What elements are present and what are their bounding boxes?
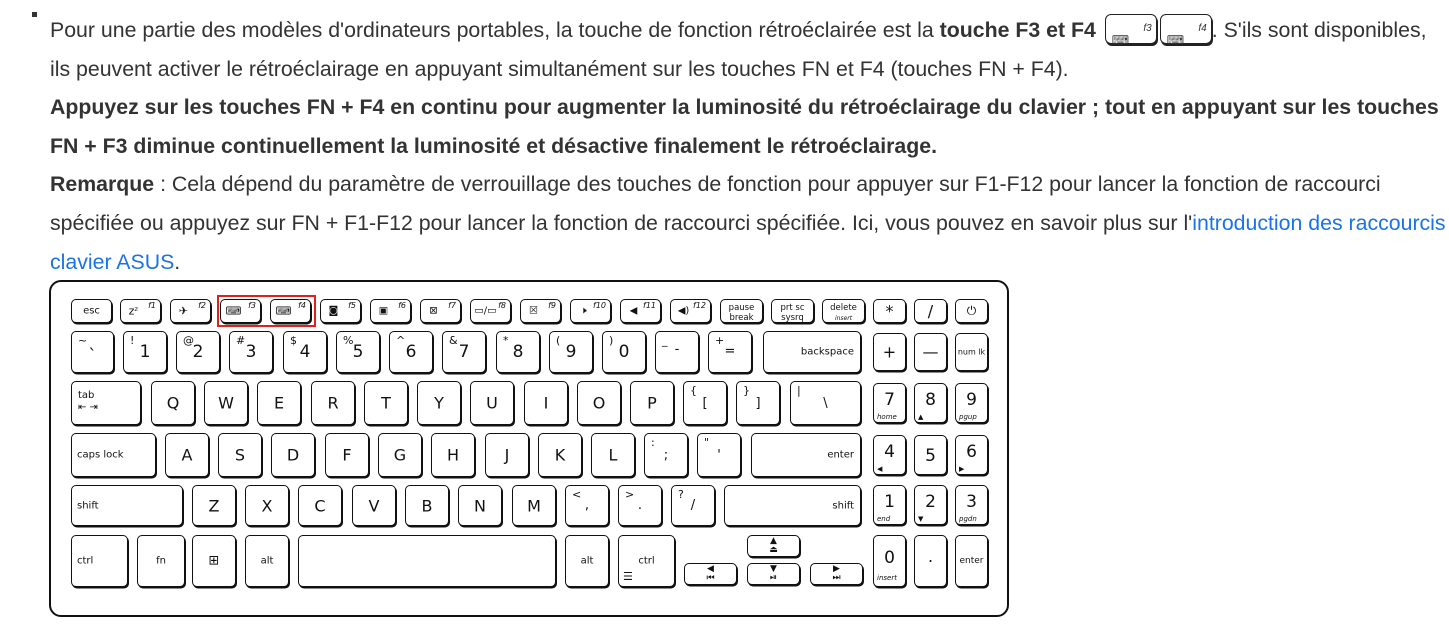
key-comma: < , [565, 485, 609, 526]
key-i: I [524, 381, 568, 425]
windows-icon: ⊞ [208, 553, 220, 569]
key-d: D [271, 433, 315, 477]
key-8: * 8 [496, 331, 540, 373]
article-text [50, 11, 1449, 281]
key-r: R [311, 381, 355, 425]
key-y: Y [417, 381, 461, 425]
key-right-ctrl: ctrl ☰ [618, 535, 675, 587]
key-num-6: 6 ▶ [955, 435, 988, 475]
list-bullet [32, 12, 37, 17]
arrow-left-home-icon: ◀ ⏮ [706, 564, 715, 583]
key-period: > . [618, 485, 662, 526]
key-f4: ⌨ f4 [270, 299, 311, 323]
keyboard-backlight-down-icon: ⌨ [225, 304, 242, 318]
key-v: V [352, 485, 396, 526]
volume-up-icon: ◀) [677, 305, 690, 317]
inline-f3-label: f3 [1143, 23, 1152, 34]
arrow-up-icon: ▲ [918, 413, 924, 421]
f3-f4-highlight [217, 295, 316, 327]
key-n: N [458, 485, 502, 526]
key-backtick: ~ ` [71, 331, 114, 373]
key-num-star: * [873, 299, 906, 323]
key-num-enter: enter [955, 535, 988, 587]
key-num-1: 1 end [873, 485, 906, 525]
paragraph-f3-f4 [50, 11, 1449, 88]
key-t: T [364, 381, 408, 425]
key-semicolon: : ; [644, 433, 688, 477]
key-caps-lock: caps lock [71, 433, 156, 477]
key-arrow-right [810, 563, 863, 585]
key-e: E [257, 381, 301, 425]
key-g: G [378, 433, 422, 477]
keyboard-backlight-down-icon: ⌨ [1111, 33, 1130, 47]
key-num-4: 4 ◀ [873, 435, 906, 475]
key-f10: 🕨 f10 [570, 299, 611, 323]
key-num-0: 0 insert [873, 535, 906, 587]
key-h: H [431, 433, 475, 477]
key-9: ( 9 [549, 331, 593, 373]
arrow-up-play-icon: ▲ ⏏ [769, 536, 778, 555]
brightness-down-icon: ▣ [378, 305, 389, 317]
key-num-2: 2 ▼ [914, 485, 947, 525]
key-num-3: 3 pgdn [955, 485, 988, 525]
key-f9: ☒ f9 [520, 299, 561, 323]
key-0: ) 0 [602, 331, 646, 373]
key-3: # 3 [229, 331, 273, 373]
key-w: W [204, 381, 248, 425]
key-2: @ 2 [176, 331, 220, 373]
key-fn: fn [137, 535, 185, 587]
key-f2: ✈ f2 [170, 299, 211, 323]
power-icon: ⏻ [966, 303, 977, 318]
key-f5: ◙ f5 [320, 299, 361, 323]
key-right-bracket: } ] [736, 381, 780, 425]
key-backspace: backspace [763, 331, 861, 373]
key-num-minus: — [914, 333, 947, 371]
touchpad-icon: ☒ [529, 305, 538, 317]
key-num-slash: / [914, 299, 947, 323]
key-backslash: | \ [790, 381, 861, 425]
key-slash: ? / [671, 485, 715, 526]
key-pause: pause break [720, 299, 763, 323]
key-f6: ▣ f6 [370, 299, 411, 323]
text-intro: Pour une partie des modèles d'ordinateurs portables, la touche de fonction rétroéclairée est la [50, 18, 940, 42]
key-left-shift: shift [71, 485, 183, 526]
key-space [298, 535, 556, 587]
key-5: % 5 [336, 331, 380, 373]
key-right-alt: alt [565, 535, 609, 587]
key-quote: " ' [697, 433, 741, 477]
key-left-bracket: { [ [683, 381, 727, 425]
key-minus: _ - [655, 331, 699, 373]
key-num-lock: num lk [955, 333, 988, 371]
mute-icon: 🕨 [580, 305, 587, 317]
arrow-left-icon: ◀ [877, 465, 883, 473]
paragraph-remark [50, 165, 1449, 281]
brightness-up-icon: ⊠ [429, 305, 438, 317]
key-power [955, 299, 988, 323]
key-j: J [485, 433, 529, 477]
key-windows [192, 535, 236, 587]
key-left-ctrl: ctrl [71, 535, 128, 587]
key-equals: + = [708, 331, 752, 373]
key-q: Q [151, 381, 195, 425]
key-7: & 7 [442, 331, 486, 373]
paragraph-bold-instructions [50, 88, 1449, 165]
arrow-right-next-icon: ▶ ⏭ [832, 564, 841, 583]
key-right-shift: shift [724, 485, 861, 526]
sleep-icon: zᶻ [128, 304, 139, 318]
keyboard-backlight-up-icon: ⌨ [1166, 33, 1185, 47]
text-activation: . S'ils sont disponibles, ils peuvent activer le rétroéclairage en appuyant simultanément sur les touches FN et F4 (touches FN + F4). [50, 18, 1427, 81]
arrow-right-icon: ▶ [959, 465, 965, 473]
key-delete: delete insert [822, 299, 865, 323]
key-c: C [298, 485, 342, 526]
key-f11: ◀ f11 [620, 299, 661, 323]
asus-shortcuts-link[interactable]: introduction des raccourcis clavier ASUS [50, 210, 1446, 274]
key-u: U [470, 381, 514, 425]
volume-down-icon: ◀ [629, 305, 638, 317]
fan-mode-icon: ◙ [328, 305, 339, 317]
key-num-dot: · [914, 535, 947, 587]
display-switch-icon: ▭/▭ [474, 305, 497, 317]
key-6: ^ 6 [389, 331, 433, 373]
key-esc: esc [71, 299, 112, 323]
key-f8: ▭/▭ f8 [470, 299, 511, 323]
inline-f3-key-image [1105, 14, 1157, 47]
key-num-plus: + [873, 333, 906, 371]
key-o: O [577, 381, 621, 425]
key-num-8: 8 ▲ [914, 383, 947, 423]
key-tab: tab ⇤ ⇥ [71, 381, 141, 425]
remark-end: . [174, 249, 181, 274]
arrow-down-icon: ▼ [918, 515, 924, 523]
key-1: ! 1 [123, 331, 167, 373]
key-k: K [538, 433, 582, 477]
inline-f4-key-image [1160, 14, 1212, 47]
key-f12: ◀) f12 [670, 299, 711, 323]
key-m: M [512, 485, 556, 526]
key-enter: enter [751, 433, 861, 477]
key-p: P [630, 381, 674, 425]
key-arrow-left [684, 563, 737, 585]
key-f7: ⊠ f7 [420, 299, 461, 323]
key-arrow-down [747, 563, 800, 585]
key-x: X [245, 485, 289, 526]
key-prtsc: prt sc sysrq [771, 299, 814, 323]
tab-arrows-icon: ⇤ ⇥ [78, 402, 98, 413]
key-4: $ 4 [283, 331, 327, 373]
key-s: S [218, 433, 262, 477]
key-b: B [405, 485, 449, 526]
arrow-down-pause-icon: ▼ ⏯ [769, 564, 778, 583]
menu-icon: ☰ [623, 570, 633, 583]
remark-text: : Cela dépend du paramètre de verrouillage des touches de fonction pour appuyer sur F1-F12 pour lancer la fonction de raccourci spécifiée ou appuyez sur FN + F1-F12 pour lancer la fonction de raccourci spécifiée. Ici, vous pouvez en savoir plus sur l' [50, 172, 1381, 235]
inline-f4-label: f4 [1198, 23, 1207, 34]
key-num-7: 7 home [873, 383, 906, 423]
key-f3: ⌨ f3 [220, 299, 261, 323]
key-f: F [325, 433, 369, 477]
key-f1: zᶻ f1 [120, 299, 161, 323]
key-left-alt: alt [245, 535, 289, 587]
remark-label: Remarque [50, 172, 155, 197]
key-arrow-up [747, 535, 800, 557]
text-bold-keys: touche F3 et F4 [939, 18, 1096, 42]
key-a: A [165, 433, 209, 477]
airplane-icon: ✈ [178, 304, 189, 318]
key-l: L [591, 433, 635, 477]
key-num-9: 9 pgup [955, 383, 988, 423]
key-z: Z [192, 485, 236, 526]
keyboard-backlight-up-icon: ⌨ [275, 304, 292, 318]
text-brightness-instructions: Appuyez sur les touches FN + F4 en continu pour augmenter la luminosité du rétroéclairage du clavier ; tout en appuyant sur les touches FN + F3 diminue continuellement la luminosité et désactive finalement le rétroéclairage. [50, 95, 1439, 158]
key-num-5: 5 [914, 435, 947, 475]
